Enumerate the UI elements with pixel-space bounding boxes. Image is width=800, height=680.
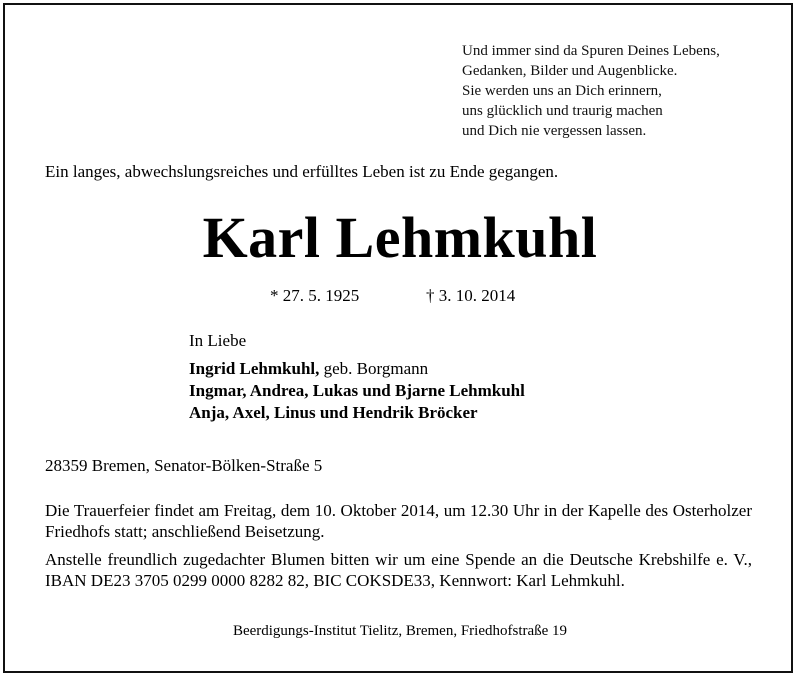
poem-line: und Dich nie vergessen lassen. <box>462 123 647 139</box>
mourner-name: Ingrid Lehmkuhl, <box>189 359 320 378</box>
mourning-address: 28359 Bremen, Senator-Bölken-Straße 5 <box>45 456 323 475</box>
poem <box>462 41 782 141</box>
poem-line: Gedanken, Bilder und Augenblicke. <box>462 63 678 79</box>
funeral-home: Beerdigungs-Institut Tielitz, Bremen, Friedhofstraße 19 <box>232 623 568 639</box>
birth-date: * 27. 5. 1925 <box>270 286 360 305</box>
poem-line: uns glücklich und traurig machen <box>462 103 663 119</box>
intro-text: Ein langes, abwechslungsreiches und erfülltes Leben ist zu Ende gegangen. <box>45 162 559 181</box>
greeting: In Liebe <box>189 331 247 350</box>
poem-line: Sie werden uns an Dich erinnern, <box>462 83 662 99</box>
mourners-list <box>189 330 525 424</box>
deceased-name: Karl Lehmkuhl <box>202 205 598 270</box>
donation-request: Anstelle freundlich zugedachter Blumen bitten wir um eine Spende an die Deutsche Krebshilfe e. V., IBAN DE23 3705 0299 0000 8282 82, BIC COKSDE33, Kennwort: Karl Lehmkuhl. <box>45 550 752 590</box>
mourner-maiden-name: geb. Borgmann <box>319 359 429 378</box>
mourner-line: Ingmar, Andrea, Lukas und Bjarne Lehmkuhl <box>189 381 525 400</box>
mourner-line <box>189 358 525 380</box>
funeral-info: Die Trauerfeier findet am Freitag, dem 10. Oktober 2014, um 12.30 Uhr in der Kapelle des Osterholzer Friedhofs statt; anschließend Beisetzung. <box>45 501 752 541</box>
poem-line: Und immer sind da Spuren Deines Lebens, <box>462 43 720 59</box>
mourner-line: Anja, Axel, Linus und Hendrik Bröcker <box>189 403 478 422</box>
death-date: † 3. 10. 2014 <box>426 286 516 305</box>
